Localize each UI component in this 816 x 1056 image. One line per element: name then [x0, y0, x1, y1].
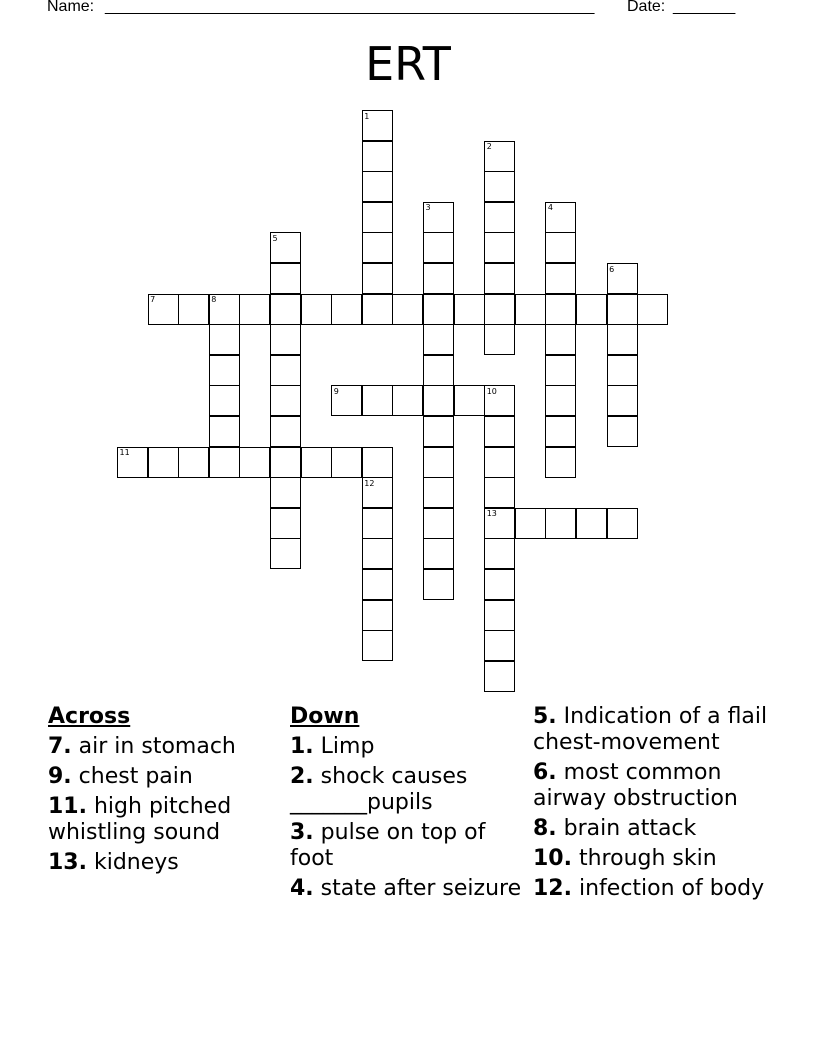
grid-cell[interactable] — [484, 202, 515, 233]
grid-cell[interactable] — [607, 416, 638, 447]
clue-number: 9 — [333, 386, 339, 396]
grid-cell[interactable] — [607, 294, 638, 325]
grid-cell[interactable] — [270, 538, 301, 569]
date-line: _______ — [673, 0, 736, 15]
clue-number: 4 — [547, 203, 553, 213]
grid-cell[interactable] — [270, 355, 301, 386]
clue-across-13: 13. kidneys — [48, 850, 179, 875]
grid-cell[interactable] — [209, 385, 240, 416]
clue-number: 11 — [119, 448, 130, 458]
grid-cell[interactable] — [423, 508, 454, 539]
grid-cell[interactable] — [331, 447, 362, 478]
grid-cell[interactable] — [423, 232, 454, 263]
grid-cell[interactable] — [178, 447, 209, 478]
grid-cell[interactable] — [484, 232, 515, 263]
grid-cell[interactable] — [545, 416, 576, 447]
grid-cell[interactable] — [484, 324, 515, 355]
clue-number: 13 — [486, 509, 497, 519]
grid-cell[interactable] — [423, 263, 454, 294]
grid-cell[interactable] — [270, 385, 301, 416]
grid-cell[interactable] — [270, 447, 301, 478]
clue-down-1: 1. Limp — [290, 734, 375, 759]
grid-cell[interactable] — [362, 171, 393, 202]
grid-cell[interactable] — [423, 324, 454, 355]
name-label: Name: — [47, 0, 95, 15]
grid-cell[interactable] — [423, 355, 454, 386]
grid-cell[interactable] — [270, 294, 301, 325]
clue-number: 7 — [150, 295, 156, 305]
grid-cell[interactable] — [484, 263, 515, 294]
grid-cell[interactable] — [454, 294, 485, 325]
grid-cell[interactable] — [484, 447, 515, 478]
clue-number: 8 — [211, 295, 217, 305]
grid-cell[interactable] — [484, 630, 515, 661]
grid-cell[interactable] — [484, 477, 515, 508]
clue-number: 12 — [364, 478, 375, 488]
clue-down-8: 8. brain attack — [533, 816, 697, 841]
grid-cell[interactable] — [270, 508, 301, 539]
clue-down-12: 12. infection of body — [533, 876, 765, 901]
grid-cell[interactable] — [362, 600, 393, 631]
grid-cell[interactable] — [270, 324, 301, 355]
grid-cell[interactable] — [545, 385, 576, 416]
clue-number: 1 — [364, 111, 370, 121]
clue-down-2: 2. shock causes _______pupils — [290, 764, 468, 815]
clue-number: 5 — [272, 233, 278, 243]
grid-cell[interactable] — [209, 447, 240, 478]
grid-cell[interactable] — [362, 202, 393, 233]
grid-cell[interactable] — [545, 324, 576, 355]
grid-cell[interactable] — [423, 538, 454, 569]
clue-across-9: 9. chest pain — [48, 764, 193, 789]
grid-cell[interactable] — [331, 294, 362, 325]
clue-across-11: 11. high pitched whistling sound — [48, 794, 232, 845]
date-label: Date: — [627, 0, 666, 15]
grid-cell[interactable] — [607, 508, 638, 539]
grid-cell[interactable] — [484, 416, 515, 447]
grid-cell[interactable] — [484, 661, 515, 692]
grid-cell[interactable] — [239, 294, 270, 325]
across-clues — [48, 704, 280, 880]
down-heading: Down — [290, 704, 360, 729]
grid-cell[interactable] — [545, 294, 576, 325]
grid-cell[interactable] — [423, 294, 454, 325]
grid-cell[interactable] — [423, 385, 454, 416]
clue-across-7: 7. air in stomach — [48, 734, 236, 759]
across-heading: Across — [48, 704, 131, 729]
grid-cell[interactable] — [362, 538, 393, 569]
clue-down-5: 5. Indication of a flail chest-movement — [533, 704, 768, 755]
grid-cell[interactable] — [209, 416, 240, 447]
clue-down-6: 6. most common airway obstruction — [533, 760, 738, 811]
grid-cell[interactable] — [484, 171, 515, 202]
grid-cell[interactable] — [515, 508, 546, 539]
clue-number: 10 — [486, 386, 497, 396]
clue-number: 2 — [486, 142, 492, 152]
grid-cell[interactable] — [454, 385, 485, 416]
grid-cell[interactable] — [607, 355, 638, 386]
grid-cell[interactable] — [607, 385, 638, 416]
down-clues-continued — [533, 704, 783, 906]
grid-cell[interactable] — [270, 416, 301, 447]
grid-cell[interactable] — [607, 324, 638, 355]
grid-cell[interactable] — [362, 447, 393, 478]
grid-cell[interactable] — [545, 447, 576, 478]
clue-down-10: 10. through skin — [533, 846, 717, 871]
grid-cell[interactable] — [362, 232, 393, 263]
grid-cell[interactable] — [423, 447, 454, 478]
grid-cell[interactable] — [576, 508, 607, 539]
grid-cell[interactable] — [484, 294, 515, 325]
clue-down-4: 4. state after seizure — [290, 876, 522, 901]
name-line: _______________________________________________________ — [105, 0, 595, 15]
grid-cell[interactable] — [239, 447, 270, 478]
grid-cell[interactable] — [545, 232, 576, 263]
grid-cell[interactable] — [545, 355, 576, 386]
grid-cell[interactable] — [484, 569, 515, 600]
grid-cell[interactable] — [362, 385, 393, 416]
grid-cell[interactable] — [576, 294, 607, 325]
grid-cell[interactable] — [484, 600, 515, 631]
grid-cell[interactable] — [362, 294, 393, 325]
grid-cell[interactable] — [637, 294, 668, 325]
grid-cell[interactable] — [209, 324, 240, 355]
grid-cell[interactable] — [392, 385, 423, 416]
grid-cell[interactable] — [270, 263, 301, 294]
grid-cell[interactable] — [209, 355, 240, 386]
grid-cell[interactable] — [545, 263, 576, 294]
grid-cell[interactable] — [362, 630, 393, 661]
grid-cell[interactable] — [362, 569, 393, 600]
grid-cell[interactable] — [148, 447, 179, 478]
clue-number: 6 — [609, 264, 615, 274]
grid-cell[interactable] — [423, 569, 454, 600]
grid-cell[interactable] — [392, 294, 423, 325]
clue-number: 3 — [425, 203, 431, 213]
grid-cell[interactable] — [423, 477, 454, 508]
grid-cell[interactable] — [484, 538, 515, 569]
grid-cell[interactable] — [515, 294, 546, 325]
down-clues — [290, 704, 522, 906]
puzzle-title: ERT — [365, 37, 451, 91]
grid-cell[interactable] — [270, 477, 301, 508]
grid-cell[interactable] — [545, 508, 576, 539]
grid-cell[interactable] — [178, 294, 209, 325]
grid-cell[interactable] — [362, 263, 393, 294]
grid-cell[interactable] — [423, 416, 454, 447]
clue-down-3: 3. pulse on top of foot — [290, 820, 486, 871]
grid-cell[interactable] — [301, 294, 332, 325]
grid-cell[interactable] — [362, 141, 393, 172]
grid-cell[interactable] — [301, 447, 332, 478]
grid-cell[interactable] — [362, 508, 393, 539]
